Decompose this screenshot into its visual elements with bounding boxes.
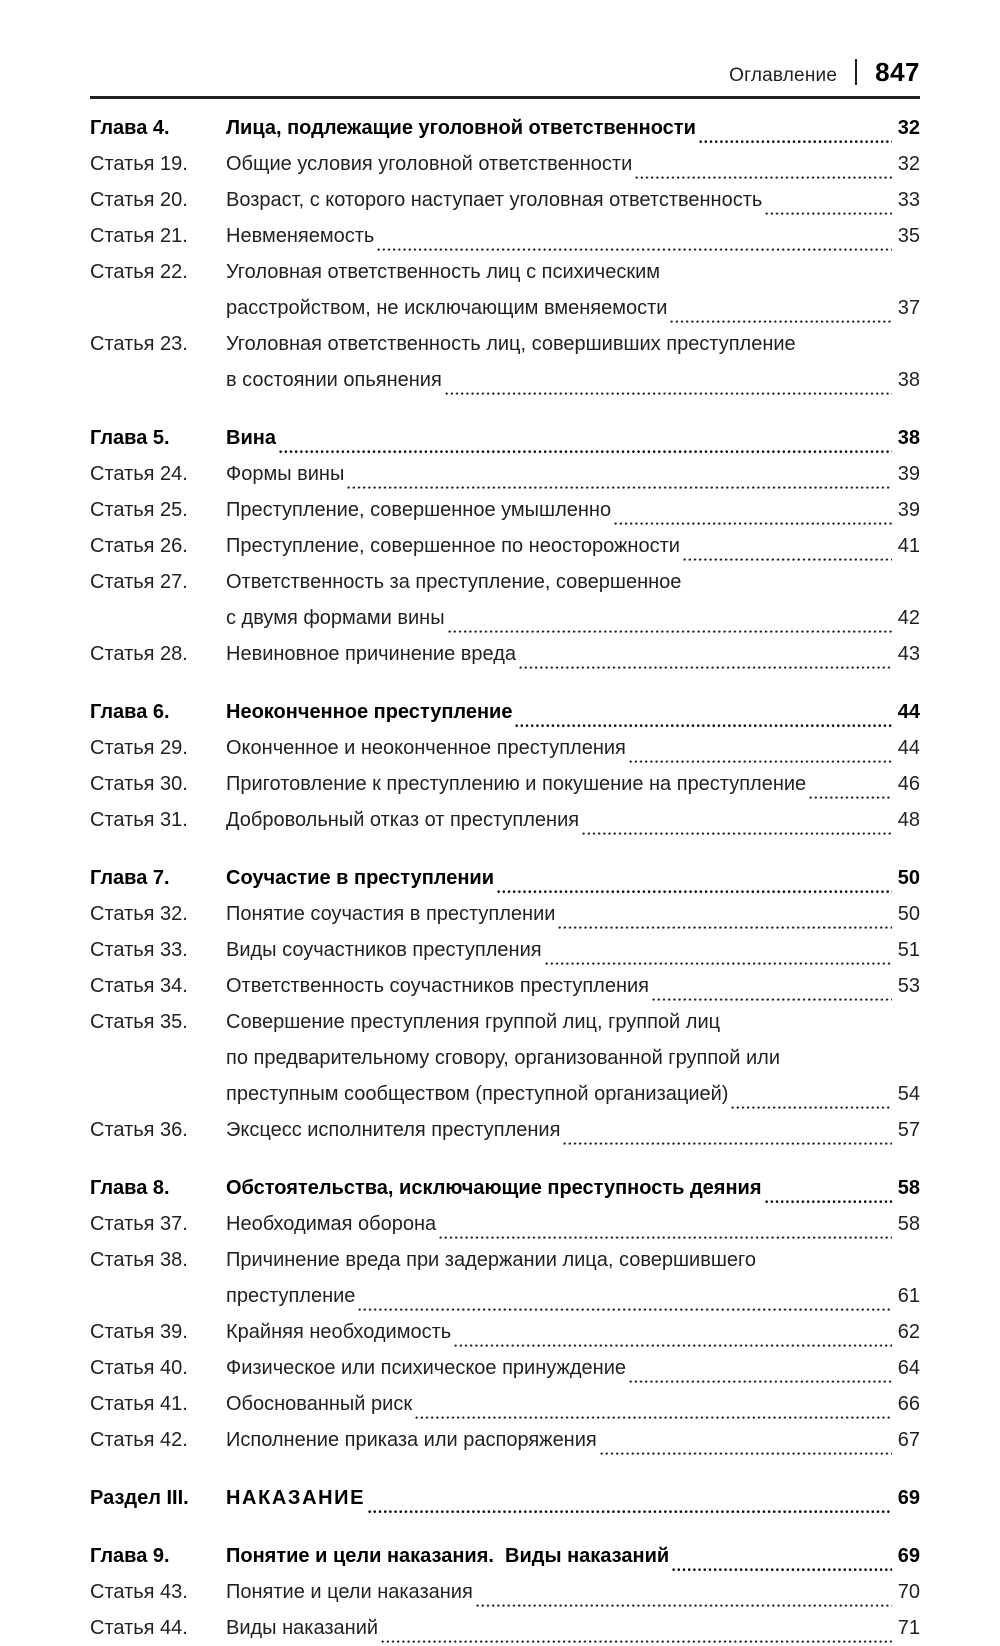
toc-entry-label: Статья 44. [90, 1617, 188, 1639]
toc-entry-title: Эксцесс исполнителя преступления [226, 1119, 561, 1141]
toc-entry-body [226, 564, 920, 636]
toc-entry-line [226, 1170, 920, 1206]
toc-entry-title: Виды соучастников преступления [226, 939, 542, 961]
toc-entry-title: Крайняя необходимость [226, 1321, 452, 1343]
toc-entry[interactable] [90, 326, 920, 398]
toc-entry-label: Статья 32. [90, 903, 188, 925]
toc-entry-label: Статья 26. [90, 535, 188, 557]
toc-entry-body [226, 326, 920, 398]
header-rule [90, 96, 920, 99]
toc-entry-title: Обстоятельства, исключающие преступность деяния [226, 1177, 762, 1199]
toc-entry-line [226, 146, 920, 182]
toc-entry-line [226, 182, 920, 218]
dot-leader [415, 1400, 892, 1422]
dot-leader [563, 1126, 892, 1148]
toc-entry-line [226, 932, 920, 968]
toc-entry-page-number[interactable]: 37 [897, 297, 920, 319]
toc-entry-line [226, 528, 920, 564]
toc-entry-line [226, 492, 920, 528]
toc-entry-body [226, 254, 920, 326]
toc-entry-title: Лица, подлежащие уголовной ответственности [226, 117, 696, 139]
toc-entry[interactable] [90, 528, 920, 564]
toc-entry-body [226, 1004, 920, 1112]
toc-entry-title: Понятие соучастия в преступлении [226, 903, 556, 925]
toc-entry-label: Статья 29. [90, 737, 188, 759]
toc-entry-line [226, 362, 920, 398]
toc-entry[interactable] [90, 1242, 920, 1314]
toc-entry-label: Статья 43. [90, 1581, 188, 1603]
toc-entry-page-number[interactable]: 43 [897, 643, 920, 665]
toc-entry[interactable] [90, 564, 920, 636]
toc-entry-page-number[interactable]: 48 [897, 809, 920, 831]
toc-entry-label: Статья 20. [90, 189, 188, 211]
toc-entry-body [226, 218, 920, 254]
dot-leader [381, 1624, 892, 1646]
toc-entry-line [226, 1314, 920, 1350]
dot-leader [765, 196, 892, 218]
toc-entry-title: Обоснованный риск [226, 1393, 413, 1415]
toc-entry-page-number[interactable]: 61 [897, 1285, 920, 1307]
toc-entry[interactable] [90, 218, 920, 254]
toc-entry-body [226, 968, 920, 1004]
dot-leader [629, 1364, 892, 1386]
toc-entry-line [226, 1278, 920, 1314]
dot-leader [765, 1184, 893, 1206]
toc-entry-label: Глава 5. [90, 427, 170, 449]
toc-entry-page-number[interactable]: 57 [897, 1119, 920, 1141]
toc-entry-line [226, 420, 920, 456]
toc-entry-label: Статья 40. [90, 1357, 188, 1379]
toc-entry-line [226, 1076, 920, 1112]
toc-entry-page-number[interactable]: 71 [897, 1617, 920, 1639]
toc-entry[interactable] [90, 254, 920, 326]
toc-entry-page-number[interactable]: 53 [897, 975, 920, 997]
toc-entry-page-number[interactable]: 38 [897, 427, 920, 449]
dot-leader [699, 124, 892, 146]
toc-entry-body [226, 636, 920, 672]
toc-entry-label: Глава 9. [90, 1545, 170, 1567]
toc-entry-title: Необходимая оборона [226, 1213, 437, 1235]
toc-entry-page-number[interactable]: 32 [897, 153, 920, 175]
toc-entry-body [226, 896, 920, 932]
toc-entry-label: Глава 4. [90, 117, 170, 139]
toc-entry[interactable] [90, 492, 920, 528]
toc-entry-line [226, 1112, 920, 1148]
toc-entry-line [226, 1386, 920, 1422]
toc-entry-label: Статья 22. [90, 261, 188, 283]
toc-entry-line [226, 456, 920, 492]
toc-entry-body [226, 1350, 920, 1386]
toc-entry-label: Глава 7. [90, 867, 170, 889]
toc-entry-title: преступным сообществом (преступной организацией) [226, 1083, 729, 1105]
toc-entry-title: Общие условия уголовной ответственности [226, 153, 633, 175]
toc-entry-title: Уголовная ответственность лиц с психическим [226, 261, 661, 283]
dot-leader [629, 744, 892, 766]
toc-entry-page-number[interactable]: 35 [897, 225, 920, 247]
toc-entry-line [226, 1610, 920, 1646]
toc-entry-page-number[interactable]: 46 [897, 773, 920, 795]
dot-leader [783, 1054, 918, 1076]
toc-entry-label: Статья 24. [90, 463, 188, 485]
toc-entry-line [226, 636, 920, 672]
toc-entry-page-number[interactable]: 50 [897, 867, 920, 889]
toc-entry-label: Статья 38. [90, 1249, 188, 1271]
toc-entry-title: с двумя формами вины [226, 607, 445, 629]
toc-entry-title: Невменяемость [226, 225, 375, 247]
toc-entry-page-number[interactable]: 33 [897, 189, 920, 211]
toc-entry-page-number[interactable]: 42 [897, 607, 920, 629]
toc-entry-page-number[interactable]: 44 [897, 701, 920, 723]
toc-entry-label: Статья 41. [90, 1393, 188, 1415]
toc-entry[interactable] [90, 1314, 920, 1350]
toc-entry-body [226, 456, 920, 492]
toc-entry-title: Ответственность за преступление, совершенное [226, 571, 682, 593]
toc-entry-label: Статья 31. [90, 809, 188, 831]
toc-entry-body [226, 1386, 920, 1422]
toc-entry-page-number[interactable]: 58 [897, 1213, 920, 1235]
toc-entry-title: в состоянии опьянения [226, 369, 442, 391]
toc-entry-body [226, 1242, 920, 1314]
toc-entry-label: Глава 8. [90, 1177, 170, 1199]
dot-leader [759, 1256, 918, 1278]
toc-entry-label: Статья 37. [90, 1213, 188, 1235]
toc-entry-line [226, 110, 920, 146]
toc-entry-body [226, 1314, 920, 1350]
toc-entry[interactable] [90, 766, 920, 802]
dot-leader [652, 982, 892, 1004]
dot-leader [670, 304, 892, 326]
toc-entry-page-number[interactable]: 41 [897, 535, 920, 557]
toc-entry[interactable] [90, 1386, 920, 1422]
dot-leader [799, 340, 918, 362]
toc-entry-line [226, 1422, 920, 1458]
running-head [90, 55, 920, 88]
toc-entry-body [226, 182, 920, 218]
toc-entry[interactable] [90, 1004, 920, 1112]
toc-entry[interactable] [90, 182, 920, 218]
toc-entry-label: Статья 35. [90, 1011, 188, 1033]
toc-entry-title: расстройством, не исключающим вменяемости [226, 297, 668, 319]
toc-entry-line [226, 802, 920, 838]
toc-entry[interactable] [90, 802, 920, 838]
toc-entry-line [226, 896, 920, 932]
toc-entry-title: преступление [226, 1285, 356, 1307]
toc-entry-label: Статья 25. [90, 499, 188, 521]
toc-entry[interactable] [90, 636, 920, 672]
toc-entry-page-number[interactable]: 51 [897, 939, 920, 961]
toc-entry-title: Причинение вреда при задержании лица, совершившего [226, 1249, 756, 1271]
toc-entry-line [226, 766, 920, 802]
toc-entry-title: Виды наказаний [226, 1617, 379, 1639]
toc-entry-line [226, 1004, 920, 1040]
toc-entry-label: Статья 36. [90, 1119, 188, 1141]
toc-entry-body [226, 932, 920, 968]
toc-entry-body [226, 766, 920, 802]
toc-entry[interactable] [90, 730, 920, 766]
toc-entry-page-number[interactable]: 69 [897, 1545, 920, 1567]
dot-leader [731, 1090, 892, 1112]
toc-entry-label: Статья 19. [90, 153, 188, 175]
toc-entry-title: Возраст, с которого наступает уголовная ответственность [226, 189, 763, 211]
dot-leader [723, 1018, 918, 1040]
toc-entry-body [226, 110, 920, 146]
toc-entry[interactable] [90, 1422, 920, 1458]
running-head-title: Оглавление [729, 65, 838, 86]
dot-leader [439, 1220, 892, 1242]
toc-entry-label: Раздел III. [90, 1487, 189, 1509]
toc-entry-label: Статья 23. [90, 333, 188, 355]
dot-leader [476, 1588, 892, 1610]
dot-leader [635, 160, 892, 182]
dot-leader [515, 708, 892, 730]
toc-entry-page-number[interactable]: 64 [897, 1357, 920, 1379]
toc-entry[interactable] [90, 110, 920, 146]
toc-entry-body [226, 1170, 920, 1206]
toc-entry-body [226, 492, 920, 528]
toc-entry-page-number[interactable]: 32 [897, 117, 920, 139]
toc-entry-body [226, 860, 920, 896]
dot-leader [545, 946, 892, 968]
toc-entry-page-number[interactable]: 66 [897, 1393, 920, 1415]
dot-leader [582, 816, 892, 838]
toc-entry-title: Добровольный отказ от преступления [226, 809, 580, 831]
toc-entry-body [226, 1538, 920, 1574]
toc-entry-title: Невиновное причинение вреда [226, 643, 517, 665]
toc-entry-page-number[interactable]: 58 [897, 1177, 920, 1199]
toc-entry-line [226, 968, 920, 1004]
toc-entry[interactable] [90, 694, 920, 730]
toc-entry-line [226, 218, 920, 254]
toc-entry-page-number[interactable]: 38 [897, 369, 920, 391]
dot-leader [377, 232, 892, 254]
toc-entry-title: НАКАЗАНИЕ [226, 1487, 366, 1509]
toc-entry-title: Вина [226, 427, 276, 449]
toc-entry-body [226, 1112, 920, 1148]
toc-entry-body [226, 1574, 920, 1610]
dot-leader [368, 1494, 892, 1516]
toc-entry-page-number[interactable]: 69 [897, 1487, 920, 1509]
toc-entry[interactable] [90, 420, 920, 456]
toc-entry-line [226, 694, 920, 730]
toc-entry[interactable] [90, 1170, 920, 1206]
toc-entry-body [226, 730, 920, 766]
toc-entry-title: Преступление, совершенное по неосторожности [226, 535, 680, 557]
toc-entry-line [226, 1538, 920, 1574]
toc-entry[interactable] [90, 1206, 920, 1242]
toc-entry-label: Статья 34. [90, 975, 188, 997]
toc-entry-label: Статья 27. [90, 571, 188, 593]
toc-entry-title: Ответственность соучастников преступления [226, 975, 649, 997]
dot-leader [454, 1328, 892, 1350]
running-head-page-number: 847 [875, 57, 920, 87]
running-head-separator [855, 59, 857, 85]
dot-leader [497, 874, 892, 896]
dot-leader [558, 910, 892, 932]
toc-entry-line [226, 730, 920, 766]
toc-entry-line [226, 254, 920, 290]
dot-leader [519, 650, 892, 672]
toc-entry[interactable] [90, 146, 920, 182]
toc-entry-line [226, 860, 920, 896]
dot-leader [445, 376, 892, 398]
toc-entry-title: Соучастие в преступлении [226, 867, 495, 889]
toc-entry-body [226, 1480, 920, 1516]
dot-leader [614, 506, 892, 528]
toc-entry-title: Уголовная ответственность лиц, совершивших преступление [226, 333, 796, 355]
toc-entry-label: Статья 21. [90, 225, 188, 247]
toc-entry-line [226, 1350, 920, 1386]
toc-entry-title: Неоконченное преступление [226, 701, 513, 723]
toc-entry[interactable] [90, 1574, 920, 1610]
dot-leader [672, 1552, 892, 1574]
toc-entry-body [226, 146, 920, 182]
toc-entry[interactable] [90, 456, 920, 492]
toc-entry-label: Глава 6. [90, 701, 170, 723]
dot-leader [809, 780, 892, 802]
toc-entry-page-number[interactable]: 50 [897, 903, 920, 925]
toc-entry-title: Оконченное и неоконченное преступления [226, 737, 626, 759]
toc-entry-label: Статья 39. [90, 1321, 188, 1343]
toc-entry-body [226, 528, 920, 564]
toc-entry-line [226, 1480, 920, 1516]
toc-entry[interactable] [90, 1538, 920, 1574]
toc-entry[interactable] [90, 968, 920, 1004]
toc-entry-title: Совершение преступления группой лиц, группой лиц [226, 1011, 721, 1033]
toc-entry-body [226, 1206, 920, 1242]
toc-entry-body [226, 1610, 920, 1646]
dot-leader [347, 470, 892, 492]
toc-entry[interactable] [90, 1112, 920, 1148]
toc-entry-page-number[interactable]: 44 [897, 737, 920, 759]
toc-entry-body [226, 694, 920, 730]
toc-entry-title: по предварительному сговору, организованной группой или [226, 1047, 781, 1069]
toc-entry-page-number[interactable]: 67 [897, 1429, 920, 1451]
toc-entry-line [226, 1206, 920, 1242]
dot-leader [448, 614, 892, 636]
toc-entry-title: Понятие и цели наказания [226, 1581, 473, 1603]
toc-entry-label: Статья 28. [90, 643, 188, 665]
toc-entry-line [226, 564, 920, 600]
toc-entry-line [226, 290, 920, 326]
toc-entry-page-number[interactable]: 70 [897, 1581, 920, 1603]
toc-entry[interactable] [90, 896, 920, 932]
toc-entry-label: Статья 33. [90, 939, 188, 961]
toc-entry-line [226, 1574, 920, 1610]
toc-entry-title: Физическое или психическое принуждение [226, 1357, 627, 1379]
toc-entry[interactable] [90, 1350, 920, 1386]
toc-entry[interactable] [90, 860, 920, 896]
toc-entry-line [226, 1242, 920, 1278]
dot-leader [683, 542, 892, 564]
table-of-contents [90, 110, 920, 1646]
dot-leader [358, 1292, 892, 1314]
toc-entry[interactable] [90, 1480, 920, 1516]
dot-leader [279, 434, 892, 456]
toc-entry-page-number[interactable]: 39 [897, 499, 920, 521]
toc-entry-title: Исполнение приказа или распоряжения [226, 1429, 597, 1451]
toc-entry[interactable] [90, 1610, 920, 1646]
toc-entry-label: Статья 30. [90, 773, 188, 795]
toc-entry-line [226, 600, 920, 636]
dot-leader [600, 1436, 892, 1458]
toc-entry-title: Преступление, совершенное умышленно [226, 499, 612, 521]
dot-leader [663, 268, 918, 290]
toc-entry-label: Статья 42. [90, 1429, 188, 1451]
toc-entry-body [226, 420, 920, 456]
toc-entry-body [226, 802, 920, 838]
toc-entry[interactable] [90, 932, 920, 968]
dot-leader [684, 578, 918, 600]
toc-entry-title: Формы вины [226, 463, 345, 485]
toc-entry-page-number[interactable]: 62 [897, 1321, 920, 1343]
toc-entry-page-number[interactable]: 54 [897, 1083, 920, 1105]
toc-entry-line [226, 326, 920, 362]
toc-entry-body [226, 1422, 920, 1458]
toc-entry-line [226, 1040, 920, 1076]
toc-entry-title: Приготовление к преступлению и покушение на преступление [226, 773, 807, 795]
toc-entry-page-number[interactable]: 39 [897, 463, 920, 485]
toc-entry-title: Понятие и цели наказания. Виды наказаний [226, 1545, 670, 1567]
